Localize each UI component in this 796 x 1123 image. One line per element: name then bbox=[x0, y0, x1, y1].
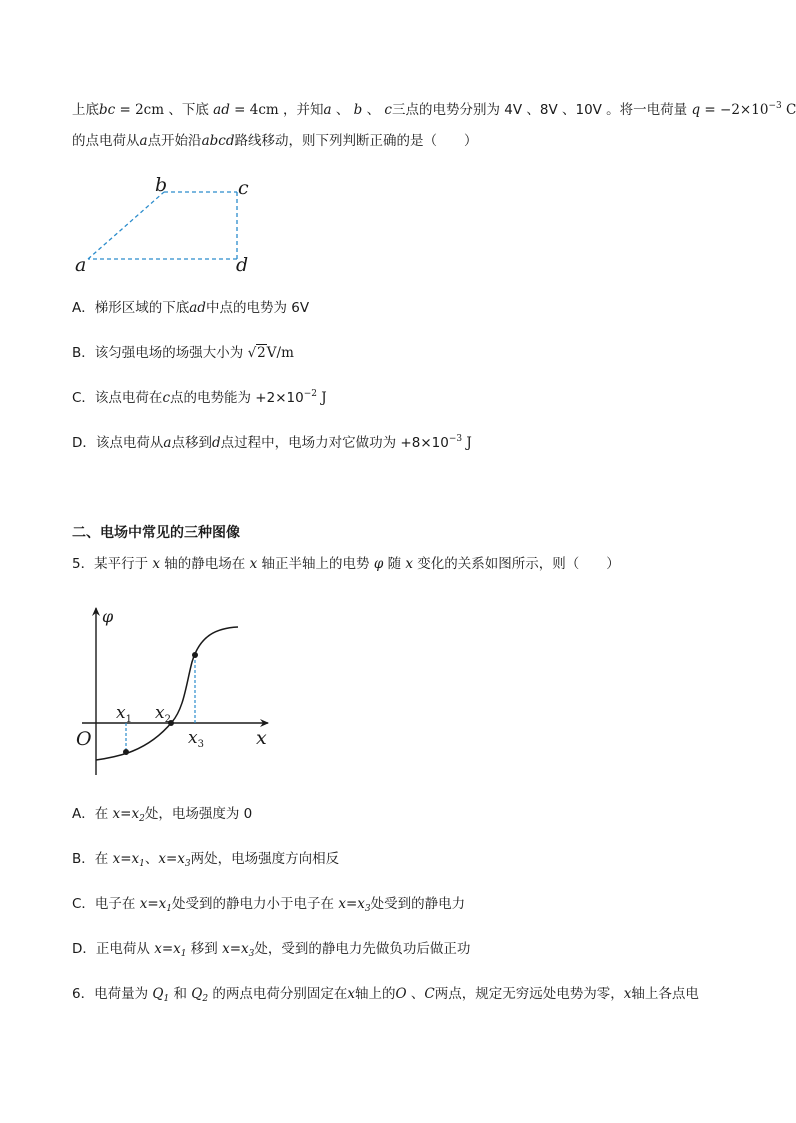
q4-option-a[interactable]: A．梯形区域的下底ad中点的电势为 6V bbox=[72, 300, 310, 316]
q5-option-c[interactable]: C．电子在 $x=x_1$处受到的静电力小于电子在 $x=x_3$处受到的静电力 bbox=[72, 896, 466, 914]
label-c: c bbox=[238, 177, 249, 199]
q4-stem-line1: 上底bc = 2cm 、下底 ad = 4cm ，并知a 、 b 、 c三点的电势分别为 4V 、8V 、10V 。将一电荷量 $q = -2\times 10^{-3}$ C bbox=[72, 101, 796, 118]
point-x1 bbox=[123, 749, 129, 755]
x3-label: $x_3$ bbox=[188, 728, 204, 750]
q4-option-b[interactable]: B．该匀强电场的场强大小为 √2V/m bbox=[72, 345, 294, 361]
q4-option-c[interactable]: C．该点电荷在c点的电势能为 $+2\times 10^{-2}$ J bbox=[72, 389, 327, 406]
origin-label: O bbox=[76, 728, 92, 750]
point-x3 bbox=[192, 652, 198, 658]
x1-label: $x_1$ bbox=[116, 703, 132, 725]
q6-stem: 6．电荷量为 $Q_1$ 和 $Q_2$ 的两点电荷分别固定在x轴上的O 、C两点，规定无穷远处电势为零，x轴上各点电 bbox=[72, 986, 699, 1004]
label-a: a bbox=[75, 254, 87, 276]
q5-option-a[interactable]: A．在 $x=x_2$处，电场强度为 0 bbox=[72, 806, 253, 824]
x-axis-label: x bbox=[256, 727, 267, 749]
q5-stem: 5．某平行于 x 轴的静电场在 x 轴正半轴上的电势 φ 随 x 变化的关系如图所示，则（ ） bbox=[72, 556, 620, 572]
q4-stem-line2: 的点电荷从a点开始沿abcd路线移动，则下列判断正确的是（ ） bbox=[72, 133, 478, 149]
potential-curve bbox=[96, 627, 238, 760]
trapezoid-figure bbox=[72, 172, 262, 277]
x2-label: $x_2$ bbox=[155, 703, 171, 725]
q4-option-d[interactable]: D．该点电荷从a点移到d点过程中，电场力对它做功为 $+8\times 10^{-3}$ J bbox=[72, 434, 472, 451]
q5-option-d[interactable]: D．正电荷从 $x=x_1$ 移到 $x=x_3$处，受到的静电力先做负功后做正功 bbox=[72, 941, 471, 959]
edge-ab bbox=[88, 192, 164, 259]
phi-axis-label: φ bbox=[102, 607, 114, 626]
phi-x-graph bbox=[72, 600, 282, 780]
q5-option-b[interactable]: B．在 $x=x_1$、$x=x_3$两处，电场强度方向相反 bbox=[72, 851, 340, 869]
section-title: 二、电场中常见的三种图像 bbox=[72, 525, 240, 541]
label-d: d bbox=[236, 254, 249, 276]
label-b: b bbox=[155, 174, 168, 196]
